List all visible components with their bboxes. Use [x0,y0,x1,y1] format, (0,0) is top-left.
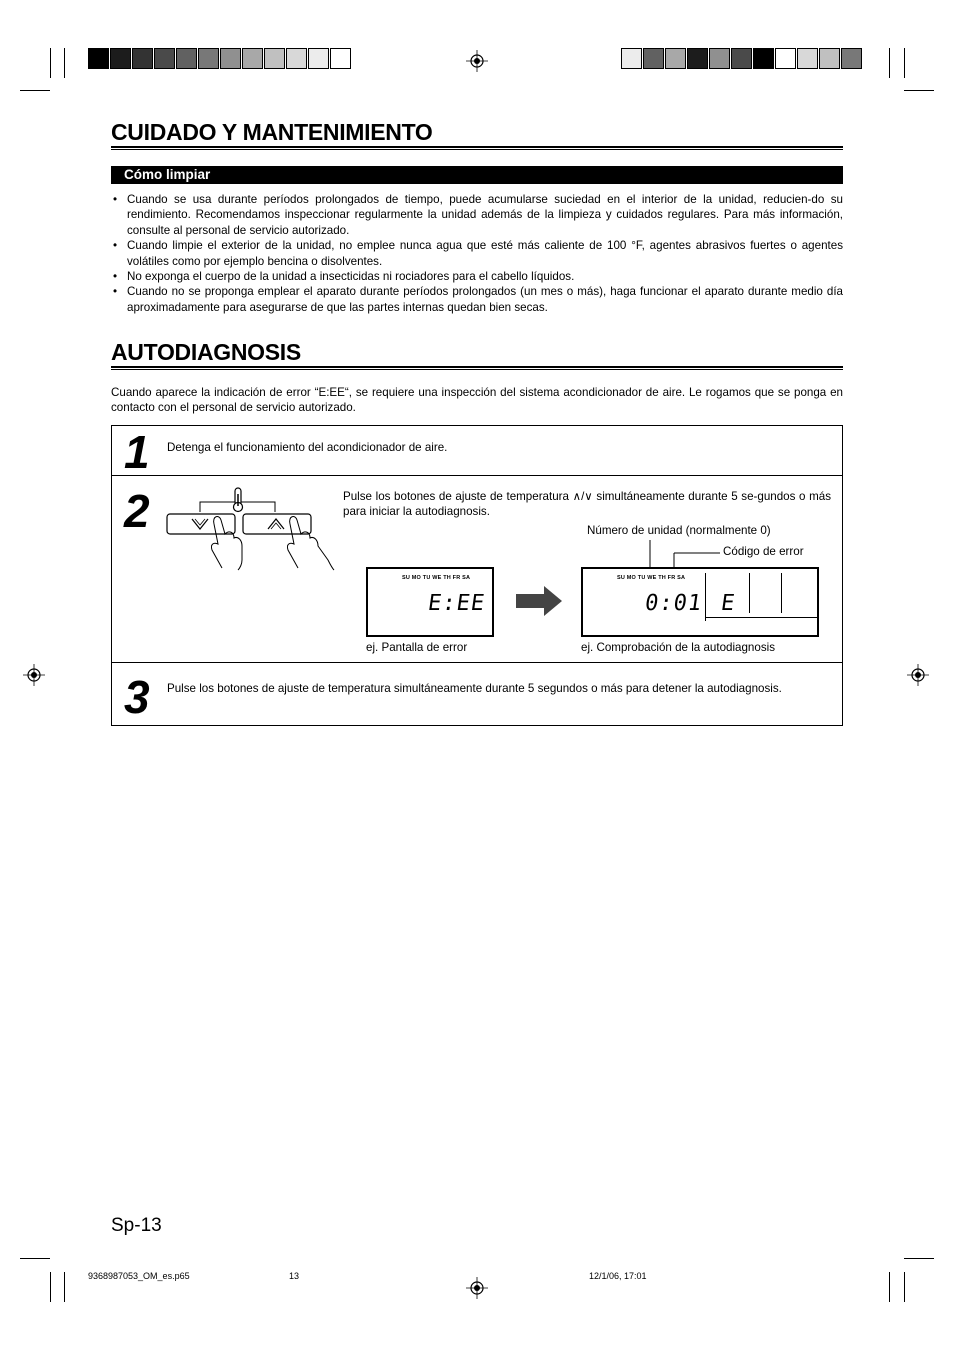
color-swatch [220,48,241,69]
registration-mark-icon [466,1277,488,1299]
color-swatch [110,48,131,69]
bullet-item: • Cuando no se proponga emplear el aparato durante períodos prolongados (un mes o más), haga funcionar el aparato durante medio día aproximadamente para asegurarse de que las partes internas quedan bien secas. [111,284,843,315]
color-swatch [330,48,351,69]
page-number: Sp-13 [111,1215,162,1236]
color-swatch [242,48,263,69]
color-swatch [264,48,285,69]
title-rule [111,366,843,370]
footer-filename: 9368987053_OM_es.p65 [88,1271,190,1281]
lcd-unit-number: 0:01 [643,591,704,616]
lcd-days: SU MO TU WE TH FR SA [617,575,686,581]
footer-page: 13 [289,1271,300,1281]
step-3-text: Pulse los botones de ajuste de temperatura simultáneamente durante 5 segundos o más para detener la autodiagnosis. [167,682,782,695]
label-unit-number: Número de unidad (normalmente 0) [587,524,771,537]
bullet-item: • Cuando limpie el exterior de la unidad, no emplee nunca agua que esté más caliente de 100 °F, agentes abrasivos fuertes o agentes volátiles como por ejemplo bencina o disolventes. [111,238,843,269]
lcd-selfcheck-display [581,567,819,637]
color-swatch [308,48,329,69]
color-swatch [198,48,219,69]
lcd-days: SU MO TU WE TH FR SA [402,575,471,581]
color-swatch [176,48,197,69]
step-divider [111,662,843,663]
color-swatch [841,48,862,69]
caption-selfcheck-display: ej. Comprobación de la autodiagnosis [581,641,775,654]
section-title-selfdiagnosis: AUTODIAGNOSIS [111,339,301,365]
color-swatch [819,48,840,69]
title-rule [111,146,843,150]
color-swatch [643,48,664,69]
lcd-error-display [366,567,494,637]
label-error-code: Código de error [723,545,804,558]
arrow-right-icon [516,586,562,616]
color-swatch [731,48,752,69]
color-swatch [753,48,774,69]
selfdiagnosis-intro: Cuando aparece la indicación de error “E:EE“, se requiere una inspección del sistema acondicionador de aire. Le rogamos que se ponga en contacto con el personal de servicio autorizado. [111,386,843,415]
lcd-error-code: E [719,591,738,616]
caption-error-display: ej. Pantalla de error [366,641,468,654]
color-swatch [132,48,153,69]
lcd-error-text: E:EE [426,591,487,616]
color-swatch [286,48,307,69]
section-title-care: CUIDADO Y MANTENIMIENTO [111,119,433,145]
bullet-item: • Cuando se usa durante períodos prolongados de tiempo, puede acumularse suciedad en el interior de la unidad, reducien-do su rendimiento. Recomendamos inspeccionar regularmente la unidad además de la limpieza y cuidados regulares. Para más información, consulte al personal de servicio autorizado. [111,192,843,238]
step-2-text: Pulse los botones de ajuste de temperatura ∧/∨ simultáneamente durante 5 se-gundos o más para iniciar la autodiagnosis. [343,490,831,519]
step-number: 2 [124,485,148,537]
registration-mark-icon [23,664,45,686]
color-swatch [88,48,109,69]
step-divider [111,475,843,476]
step-number: 3 [124,671,148,723]
color-swatch [797,48,818,69]
step-number: 1 [124,426,148,478]
temperature-buttons-illustration [162,486,338,572]
color-swatch [687,48,708,69]
color-swatch [154,48,175,69]
footer-date: 12/1/06, 17:01 [589,1271,647,1281]
registration-mark-icon [907,664,929,686]
subsection-heading-cleaning: Cómo limpiar [111,166,843,184]
registration-mark-icon [466,50,488,72]
cleaning-bullet-list [111,192,843,315]
bullet-item: • No exponga el cuerpo de la unidad a insecticidas ni rociadores para el cabello líquidos. [111,269,843,284]
step-1-text: Detenga el funcionamiento del acondicionador de aire. [167,441,448,454]
color-swatch [665,48,686,69]
color-swatch [709,48,730,69]
color-swatch [775,48,796,69]
color-swatch [621,48,642,69]
